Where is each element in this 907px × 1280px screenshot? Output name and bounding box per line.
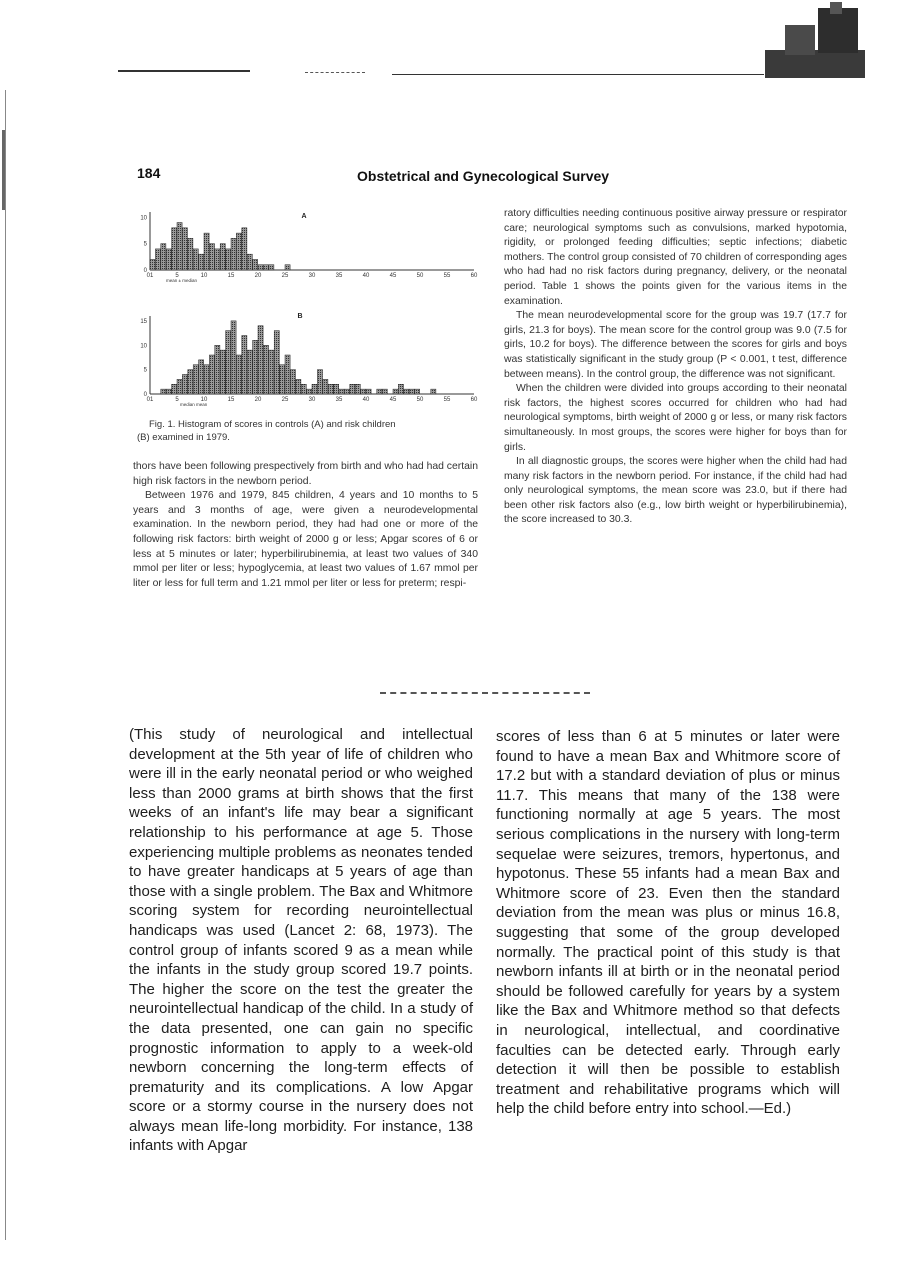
- histogram-bar: [290, 370, 295, 394]
- histogram-bar: [226, 331, 231, 394]
- histogram-bar: [242, 228, 247, 270]
- histogram-bar: [215, 249, 220, 270]
- x-tick-label: 50: [416, 397, 424, 403]
- histogram-bar: [172, 228, 177, 270]
- section-separator: [380, 692, 590, 694]
- histogram-a: [136, 206, 481, 288]
- x-tick-label: 01: [146, 273, 154, 279]
- x-tick-label: 55: [443, 273, 451, 279]
- paragraph: The mean neurodevelopmental score for the group was 19.7 (17.7 for girls, 21.3 for boys). The mean score for the control group was 9.0 (7.5 for girls, 10.2 for boys). The difference between the scores for girls and boys was statistically significant in the study group (P < 0.001, t test, difference between means). In the control group, the difference was not significant.: [504, 310, 847, 380]
- histogram-bar: [199, 254, 204, 270]
- header-rule-left: [118, 70, 250, 72]
- histogram-bar: [307, 389, 312, 394]
- x-tick-label: 20: [254, 397, 262, 403]
- histogram-bar: [177, 223, 182, 270]
- histogram-bar: [172, 384, 177, 394]
- x-tick-label: 01: [146, 397, 154, 403]
- x-tick-label: 25: [281, 273, 289, 279]
- histogram-bar: [150, 259, 155, 270]
- histogram-bar: [328, 384, 333, 394]
- histogram-bar: [215, 345, 220, 394]
- x-axis-sublabel: mean ± median: [166, 278, 197, 283]
- histogram-bar: [220, 350, 225, 394]
- histogram-bar: [236, 233, 241, 270]
- histogram-b: [136, 308, 481, 413]
- histogram-bar: [274, 331, 279, 394]
- histogram-bar: [177, 379, 182, 394]
- histogram-bar: [377, 389, 382, 394]
- histogram-bar: [247, 254, 252, 270]
- histogram-bar: [236, 355, 241, 394]
- y-tick-label: 10: [140, 215, 147, 222]
- panel-label: A: [301, 213, 307, 220]
- x-tick-label: 50: [416, 273, 424, 279]
- y-tick-label: 10: [140, 343, 147, 350]
- histogram-bar: [247, 350, 252, 394]
- x-tick-label: 30: [308, 397, 316, 403]
- header-rule-right: [392, 74, 764, 75]
- x-tick-label: 15: [227, 397, 235, 403]
- article-right-column: [504, 207, 847, 528]
- histogram-bar: [366, 389, 371, 394]
- x-tick-label: 60: [470, 273, 478, 279]
- histogram-bar: [166, 249, 171, 270]
- paragraph: (This study of neurological and intellectual development at the 5th year of life of children who were ill in the early neonatal period or who weighed less than 2000 grams at birth shows that the first weeks of an infant's life may bear a significant relationship to his performance at age 5. Those experiencing multiple problems as neonates tended to have greater handicaps at 5 years of age than those with a single problem. The Bax and Whitmore scoring system for recording neurointellectual handicaps was used (Lancet 2: 68, 1973). The control group of infants scored 9 as a mean while the infants in the study group scored 19.7 points. The higher the score on the test the greater the neurointellectual handicap of the child. In a study of the data presented, one can gain no specific prognostic information to apply to a week-old newborn concerning the long-term effects of prematurity and its complications. A low Apgar score or a stormy course in the nursery does not always mean life-long morbidity. For instance, 138 infants with Apgar: [129, 726, 473, 1155]
- histogram-bar: [382, 389, 387, 394]
- x-tick-label: 45: [389, 273, 397, 279]
- histogram-bar: [166, 389, 171, 394]
- editor-note-left: [129, 725, 473, 1156]
- x-tick-label: 35: [335, 273, 343, 279]
- histogram-bar: [431, 389, 436, 394]
- histogram-bar: [188, 370, 193, 394]
- histogram-bar: [361, 389, 366, 394]
- histogram-bar: [204, 365, 209, 394]
- histogram-bar: [317, 370, 322, 394]
- article-left-column: [133, 460, 478, 591]
- histogram-bar: [393, 389, 398, 394]
- journal-title: Obstetrical and Gynecological Survey: [357, 168, 610, 184]
- histogram-bar: [209, 244, 214, 270]
- editor-note-right: [496, 727, 840, 1119]
- x-axis-sublabel: median mean: [180, 402, 208, 407]
- histogram-bar: [231, 238, 236, 270]
- histogram-bar: [253, 340, 258, 394]
- histogram-bar: [312, 384, 317, 394]
- histogram-bar: [296, 379, 301, 394]
- histogram-bar: [182, 228, 187, 270]
- paragraph: thors have been following prespectively from birth and who had had certain high risk factors in the newborn period.: [133, 461, 478, 487]
- histogram-bar: [269, 265, 274, 270]
- histogram-bar: [226, 249, 231, 270]
- histogram-bar: [263, 345, 268, 394]
- page-number: 184: [137, 165, 161, 181]
- histogram-bar: [344, 389, 349, 394]
- histogram-bar: [193, 249, 198, 270]
- paragraph: Between 1976 and 1979, 845 children, 4 years and 10 months to 5 years and 3 months of age, were given a neurodevelopmental examination. In the newborn period, they had had one or more of the following risk factors: birth weight of 2000 g or less; Apgar scores of 6 or less at 5 minutes or later; hyperbilirubinemia, at least two values of 340 mmol per liter or less; hypoglycemia, at least two values of 1.67 mmol per liter or less for full term and 1.21 mmol per liter or less for preterm; respi-: [133, 490, 478, 589]
- histogram-bar: [188, 238, 193, 270]
- x-tick-label: 10: [200, 273, 208, 279]
- histogram-bar: [285, 355, 290, 394]
- histogram-bar: [415, 389, 420, 394]
- histogram-bar: [258, 326, 263, 394]
- histogram-bar: [220, 244, 225, 270]
- histogram-bar: [339, 389, 344, 394]
- x-tick-label: 25: [281, 397, 289, 403]
- figure-caption: [137, 418, 477, 444]
- caption-line: (B) examined in 1979.: [137, 432, 230, 443]
- histogram-bar: [155, 249, 160, 270]
- histogram-bar: [285, 265, 290, 270]
- histogram-bar: [404, 389, 409, 394]
- caption-line: Fig. 1. Histogram of scores in controls (A) and risk children: [149, 419, 396, 430]
- x-tick-label: 10: [200, 397, 208, 403]
- histogram-bar: [161, 244, 166, 270]
- histogram-bar: [199, 360, 204, 394]
- binding-edge-line: [5, 90, 6, 1240]
- x-tick-label: 55: [443, 397, 451, 403]
- histogram-bar: [280, 365, 285, 394]
- x-tick-label: 5: [175, 397, 179, 403]
- histogram-bar: [193, 365, 198, 394]
- x-tick-label: 15: [227, 273, 235, 279]
- binding-edge-mark: [2, 130, 5, 210]
- histogram-bar: [258, 265, 263, 270]
- paragraph: When the children were divided into groups according to their neonatal risk factors, the highest scores occurred for children who had had neurological symptoms, birth weight of 2000 g or less, or many risk factors simultaneously. In most groups, the scores were higher for boys than for girls.: [504, 383, 847, 453]
- paragraph: In all diagnostic groups, the scores were higher when the child had had many risk factors in the newborn period. For instance, if the child had had only neurological symptoms, the mean score was 23.0, but if there had been other risk factors also (e.g., low birth weight or hyperbilirubinemia), the score increased to 30.3.: [504, 456, 847, 526]
- histogram-bar: [398, 384, 403, 394]
- y-tick-label: 5: [143, 367, 147, 374]
- x-tick-label: 40: [362, 273, 370, 279]
- x-tick-label: 20: [254, 273, 262, 279]
- histogram-bar: [231, 321, 236, 394]
- histogram-bar: [182, 375, 187, 395]
- histogram-bar: [161, 389, 166, 394]
- x-tick-label: 45: [389, 397, 397, 403]
- y-tick-label: 5: [143, 241, 147, 248]
- histogram-bar: [355, 384, 360, 394]
- x-tick-label: 30: [308, 273, 316, 279]
- x-tick-label: 35: [335, 397, 343, 403]
- histogram-bar: [209, 355, 214, 394]
- histogram-bar: [323, 379, 328, 394]
- histogram-bar: [301, 384, 306, 394]
- histogram-bar: [269, 350, 274, 394]
- histogram-bar: [350, 384, 355, 394]
- histogram-bar: [242, 336, 247, 395]
- histogram-bar: [253, 259, 258, 270]
- x-tick-label: 60: [470, 397, 478, 403]
- y-tick-label: 0: [143, 392, 147, 398]
- histogram-bar: [409, 389, 414, 394]
- y-tick-label: 0: [143, 268, 147, 274]
- paragraph: scores of less than 6 at 5 minutes or later were found to have a mean Bax and Whitmore score of 17.2 but with a standard deviation of plus or minus 11.7. This means that many of the 138 were functioning normally at age 5 years. The most serious complications in the nursery with long-term sequelae were seizures, tremors, hypertonus, and hypotonus. These 55 infants had a mean Bax and Whitmore score of 23. Even then the standard deviation from the mean was plus or minus 16.8, suggesting that some of the group developed normally. The practical point of this study is that newborn infants ill at birth or in the neonatal period should be followed carefully for years by a system like the Bax and Whitmore method so that defects in neurological, intellectual, and coordinative faculties can be detected early. Through early detection it will then be possible to establish treatment and rehabilitative programs which will help the child before entry into school.—Ed.): [496, 728, 840, 1118]
- x-tick-label: 40: [362, 397, 370, 403]
- histogram-bar: [334, 384, 339, 394]
- y-tick-label: 15: [140, 318, 147, 325]
- x-tick-label: 5: [175, 273, 179, 279]
- scan-artifact-corner: [760, 0, 870, 80]
- histogram-bar: [263, 265, 268, 270]
- header-rule-dashed: [305, 72, 365, 73]
- paragraph: ratory difficulties needing continuous positive airway pressure or respirator care; neurological symptoms such as convulsions, marked hypotomia, rigidity, or prolonged feeding difficulties; septic infections; diabetic mothers. The control group consisted of 70 children of corresponding ages who had had no risk factors during pregnancy, delivery, or the neonatal period. Table 1 shows the points given for the various items in the examination.: [504, 208, 847, 307]
- histogram-bar: [204, 233, 209, 270]
- panel-label: B: [297, 313, 303, 320]
